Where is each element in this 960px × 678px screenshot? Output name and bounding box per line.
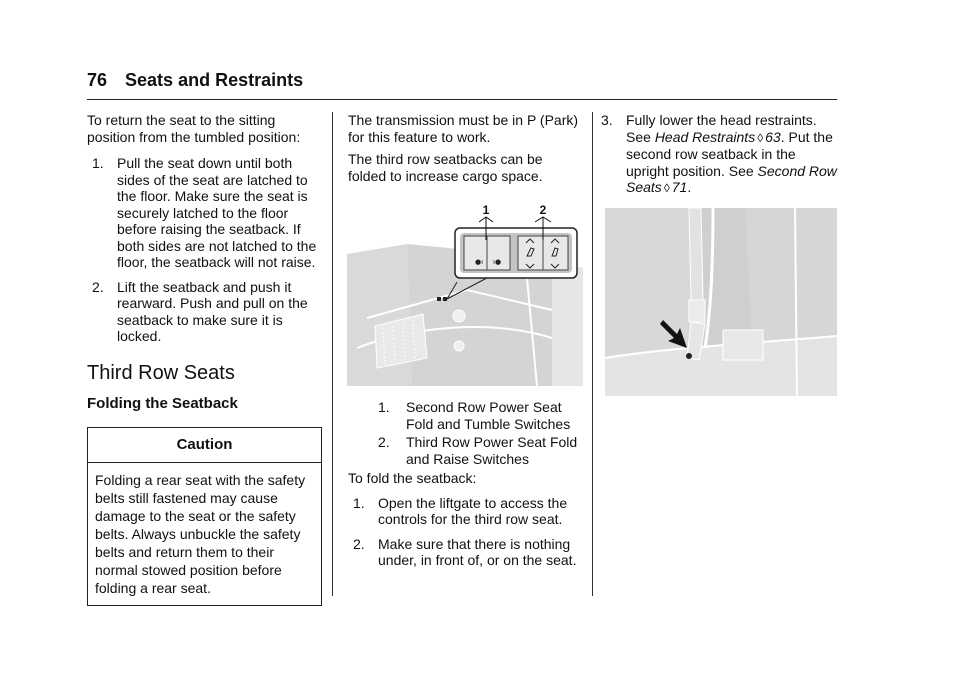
- head-restraint-seat-illustration: [605, 208, 837, 396]
- knob: [453, 310, 465, 322]
- column-3: [596, 112, 840, 197]
- page-header: [87, 70, 303, 91]
- page-reference[interactable]: 63: [765, 128, 781, 145]
- section-heading: Third Row Seats: [87, 361, 235, 384]
- column-2: [348, 112, 583, 184]
- cross-reference[interactable]: Second Row Seats: [626, 162, 837, 195]
- header-rule: [87, 99, 837, 100]
- seat-switch-illustration: [347, 198, 583, 386]
- page-ref-arrow-icon: ◊: [757, 130, 764, 145]
- svg-text:ı●: ı●: [493, 258, 502, 266]
- page-reference[interactable]: 71: [671, 179, 688, 195]
- callout-1: 1: [482, 203, 490, 217]
- list-item: 1. Pull the seat down until both sides of the seat are latched to the floor. Make sure the seat is securely latched to the floor before raising the seatback. If both sides are not latched to the floor, the seatback will not raise.: [92, 155, 317, 270]
- return-steps: [87, 155, 322, 345]
- callout-2: 2: [539, 203, 547, 217]
- caution-title: Caution: [88, 428, 321, 464]
- list-item: 1. Second Row Power Seat Fold and Tumble Switches: [378, 399, 571, 432]
- safety-belt: [689, 208, 703, 300]
- fold-steps: [348, 495, 583, 569]
- caution-body: Folding a rear seat with the safety belts still fastened may cause damage to the seat or the safety belts. Always unbuckle the safety belts and return them to their normal stowed position before folding a rear seat.: [95, 472, 306, 596]
- column-divider: [592, 112, 593, 596]
- fold-steps-continued: [596, 112, 840, 197]
- column-1: [87, 112, 322, 606]
- list-item: 2. Third Row Power Seat Fold and Raise Switches: [378, 434, 578, 467]
- section-title: Seats and Restraints: [125, 70, 304, 90]
- intro-paragraph: To return the seat to the sitting position from the tumbled position:: [87, 112, 301, 145]
- caution-box: [87, 427, 322, 607]
- illustration-captions: [376, 399, 586, 467]
- page-number: 76: [87, 70, 108, 90]
- svg-text:●ı: ●ı: [475, 258, 484, 266]
- list-item: 2. Lift the seatback and push it rearward. Push and pull on the seatback to make sure it is locked.: [92, 278, 308, 344]
- paragraph: The third row seatbacks can be folded to increase cargo space.: [348, 151, 543, 184]
- sub-heading: Folding the Seatback: [87, 394, 238, 412]
- fold-steps-block: [348, 470, 583, 569]
- paragraph: The transmission must be in P (Park) for this feature to work.: [348, 112, 579, 145]
- paragraph: To fold the seatback:: [348, 470, 477, 486]
- buckle-receiver: [723, 330, 763, 360]
- knob: [454, 341, 464, 351]
- cross-reference[interactable]: Head Restraints: [654, 128, 756, 145]
- list-item: 1. Open the liftgate to access the controls for the third row seat.: [353, 494, 568, 527]
- column-divider: [332, 112, 333, 596]
- list-item: 3. Fully lower the head restraints. See Head Restraints ◊ 63. Put the second row seatback in the upright position. See Second Row Seats ◊ 71.: [601, 112, 837, 195]
- list-item: 2. Make sure that there is nothing under, in front of, or on the seat.: [353, 535, 577, 568]
- page-ref-arrow-icon: ◊: [663, 181, 670, 195]
